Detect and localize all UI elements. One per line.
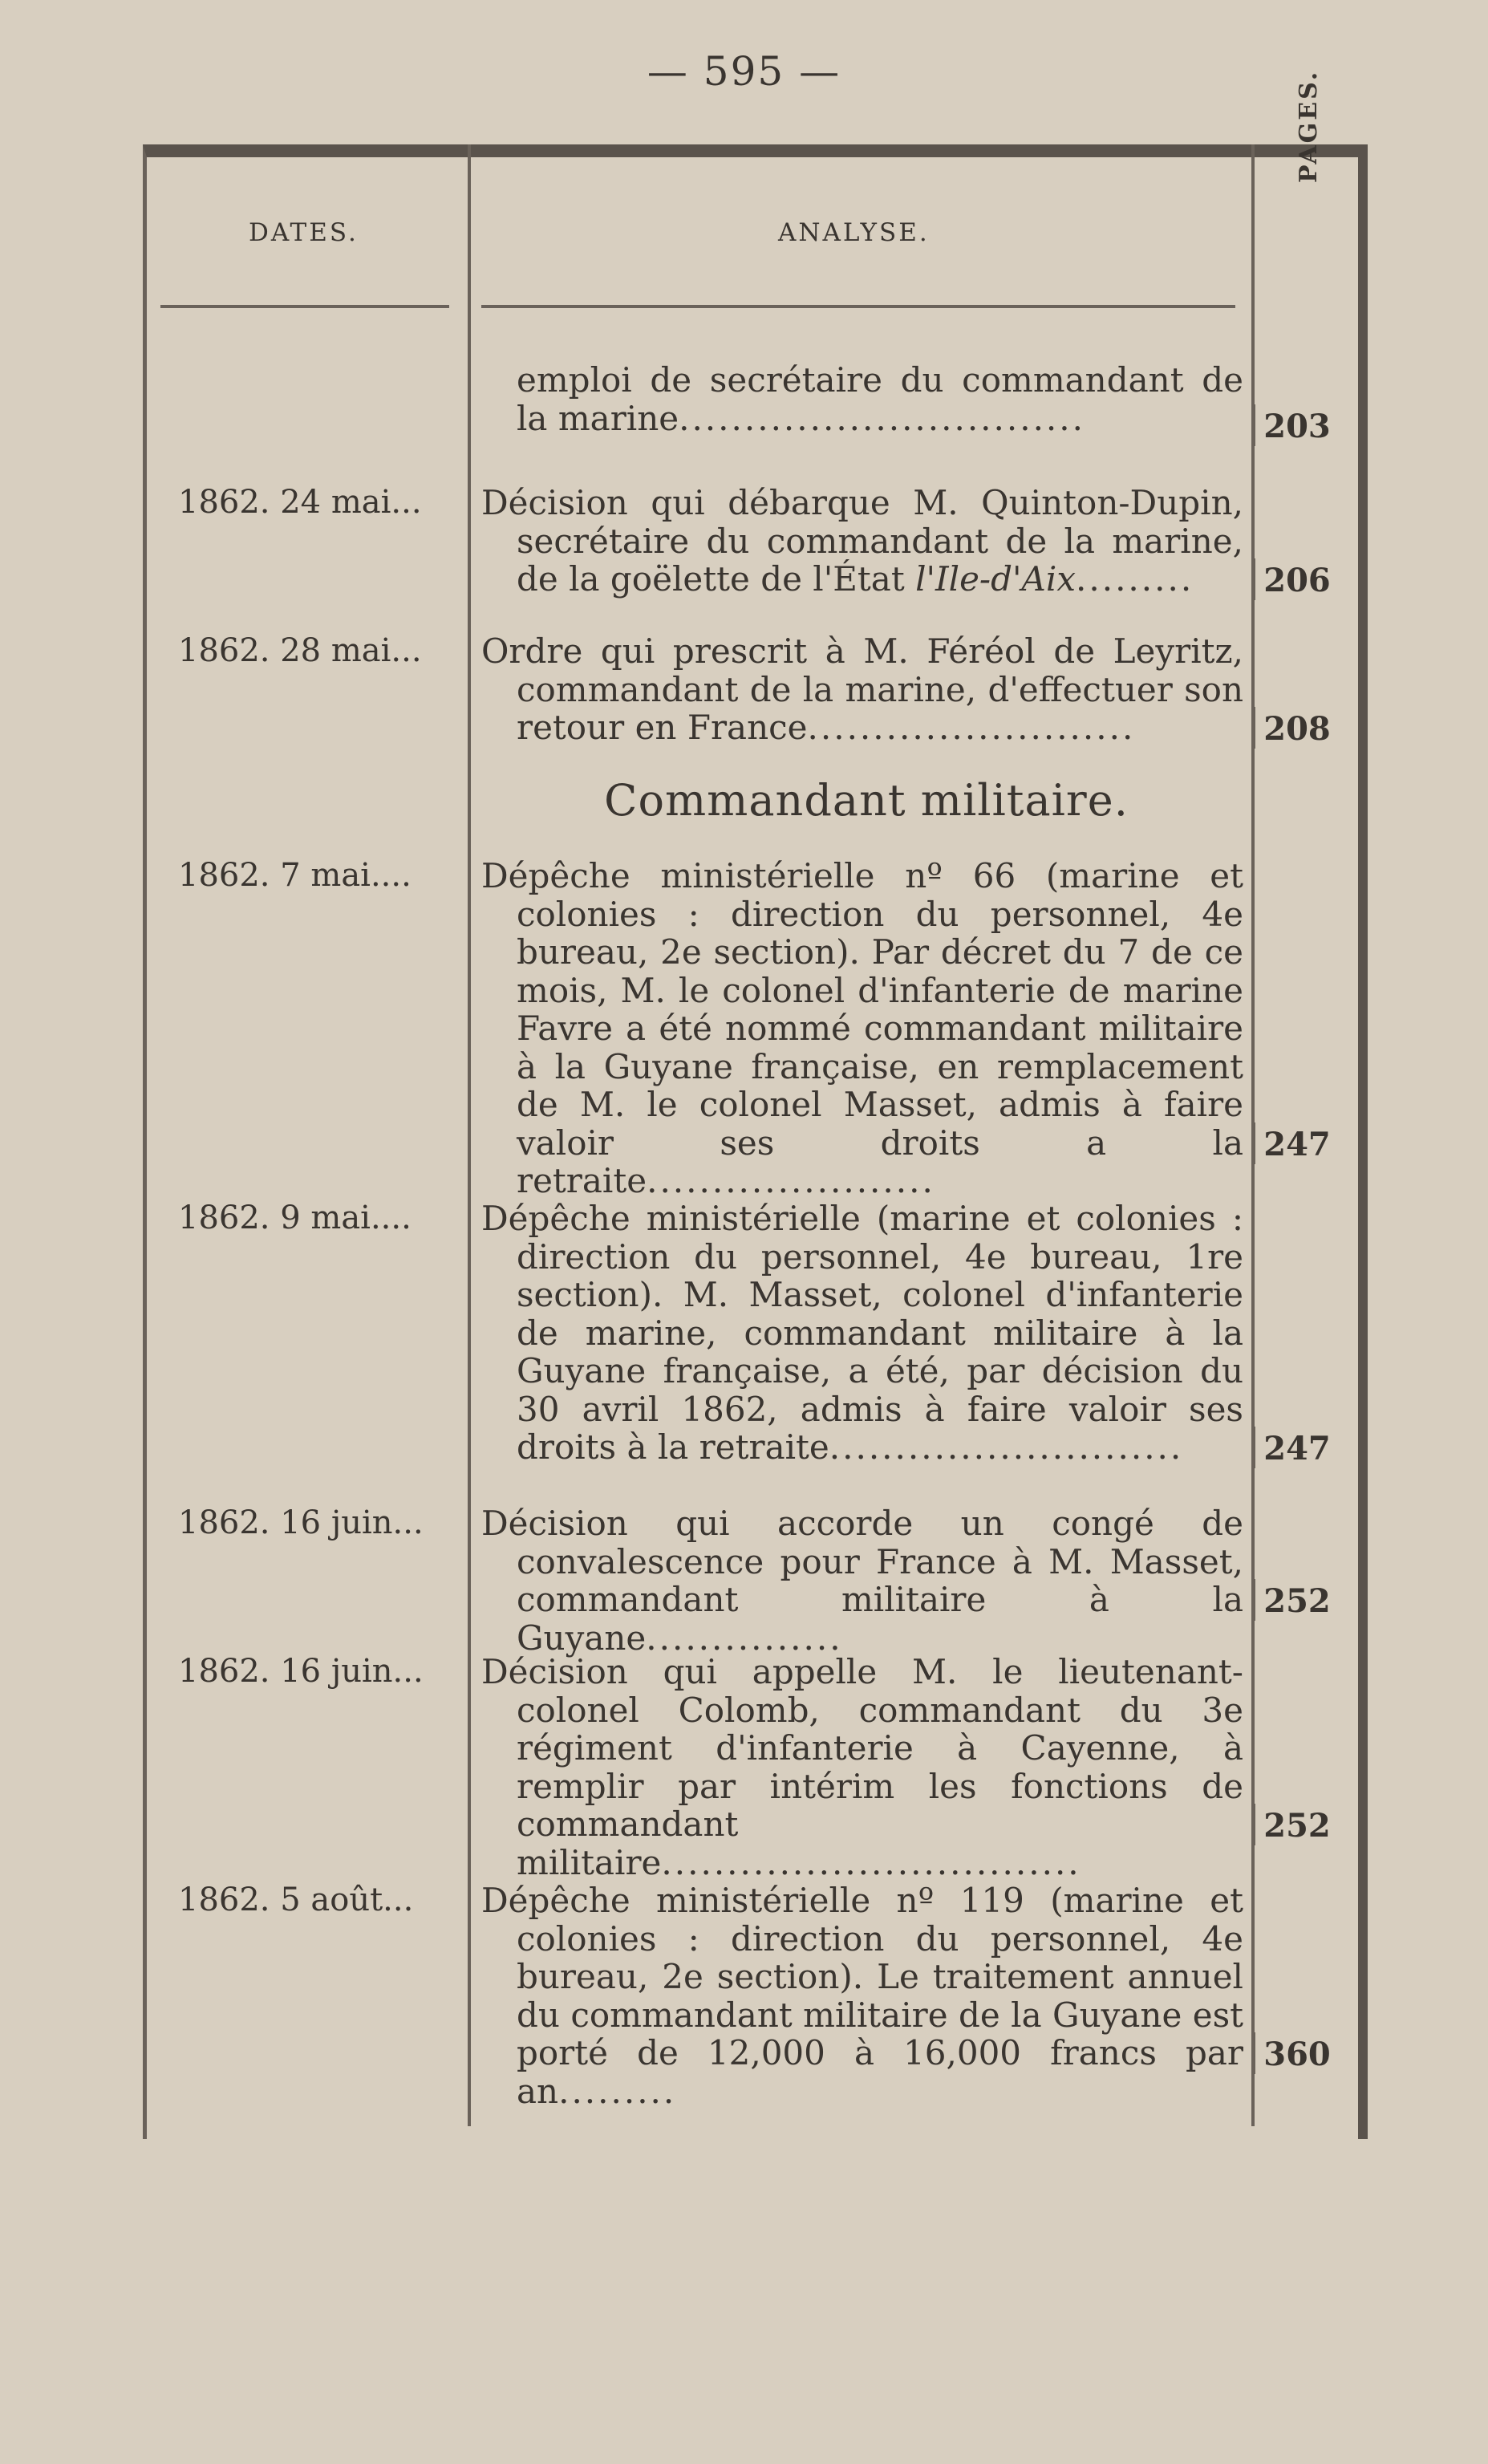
entry-page: 252 bbox=[1261, 1807, 1333, 1845]
entry-text: emploi de secrétaire du commandant de la marine............................... bbox=[517, 360, 1243, 438]
entry-text: Dépêche ministérielle (marine et colonies : direction du personnel, 4e bureau, 1re section). M. Masset, colonel d'infanterie de marine, commandant militaire à la Guyane française, a été, par décision du 30 avril 1862, admis à faire valoir ses droits à la retraite........................... bbox=[481, 1199, 1243, 1467]
entry-date: 1862. 16 juin... bbox=[178, 1653, 424, 1690]
section-heading: Commandant militaire. bbox=[604, 775, 1129, 826]
entry-page: 252 bbox=[1261, 1582, 1333, 1620]
entry-page: 203 bbox=[1261, 408, 1333, 445]
entry-text: Dépêche ministérielle nº 66 (marine et colonies : direction du personnel, 4e bureau, 2e section). Par décret du 7 de ce mois, M. le colonel d'infanterie de marine Favre a été nommé commandant militaire à la Guyane française, en remplacement de M. le colonel Masset, admis à faire valoir ses droits a la retraite...................... bbox=[481, 856, 1243, 1200]
entry-page: 206 bbox=[1261, 562, 1333, 599]
entry-date: 1862. 16 juin... bbox=[178, 1504, 424, 1541]
entry-page: 247 bbox=[1261, 1126, 1333, 1163]
header-pages: PAGES. bbox=[1295, 69, 1323, 183]
entry-date: 1862. 28 mai... bbox=[178, 632, 422, 669]
entry-date: 1862. 5 août... bbox=[178, 1881, 414, 1918]
column-rule-dates bbox=[468, 144, 471, 2126]
entry-page: 208 bbox=[1261, 710, 1333, 748]
header-analyse: ANALYSE. bbox=[778, 218, 930, 247]
entry-text: Décision qui débarque M. Quinton-Dupin, secrétaire du commandant de la marine, de la goëlette de l'État l'Ile-d'Aix......... bbox=[481, 483, 1243, 599]
entry-text: Ordre qui prescrit à M. Féréol de Leyritz, commandant de la marine, d'effectuer son retour en France......................... bbox=[481, 631, 1243, 747]
entry-date: 1862. 7 mai.... bbox=[178, 857, 412, 894]
entry-date: 1862. 24 mai... bbox=[178, 484, 422, 521]
entry-text: Décision qui appelle M. le lieutenant-colonel Colomb, commandant du 3e régiment d'infanterie à Cayenne, à remplir par intérim les fonctions de commandant militaire................................ bbox=[481, 1652, 1243, 1882]
entry-text: Décision qui accorde un congé de convalescence pour France à M. Masset, commandant militaire à la Guyane............... bbox=[481, 1504, 1243, 1658]
entry-text: Dépêche ministérielle nº 119 (marine et colonies : direction du personnel, 4e bureau, 2e section). Le traitement annuel du commandant militaire de la Guyane est porté de 12,000 à 16,000 francs par an......... bbox=[481, 1881, 1243, 2111]
page-number: — 595 — bbox=[647, 48, 841, 95]
header-dates: DATES. bbox=[249, 218, 359, 247]
entry-date: 1862. 9 mai.... bbox=[178, 1200, 412, 1236]
header-rule-analyse bbox=[481, 305, 1235, 308]
entry-page: 247 bbox=[1261, 1430, 1333, 1467]
header-rule-dates bbox=[160, 305, 449, 308]
entry-page: 360 bbox=[1261, 2036, 1333, 2073]
